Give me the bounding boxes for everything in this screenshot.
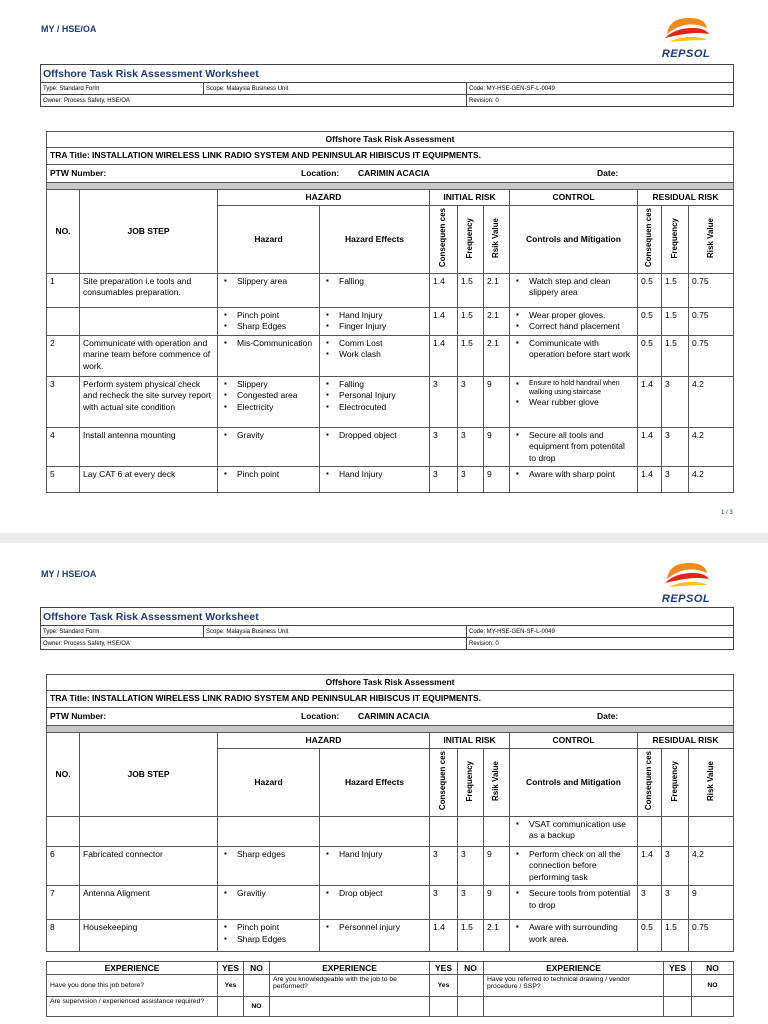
hazard-effects-list [320, 274, 430, 308]
row-number: 5 [47, 467, 80, 493]
hazard-list-item: ▪ Sharp edges [221, 849, 316, 860]
col-job-step: JOB STEP [80, 189, 218, 273]
question-technical-drawing: Have you referred to technical drawing / vendor procedure / SSP? [484, 975, 664, 997]
task-row [47, 274, 734, 308]
residual-risk-value [689, 817, 734, 847]
answer-technical-drawing-yes[interactable] [664, 975, 692, 997]
experience-table [46, 961, 734, 1017]
hazard-list [218, 336, 320, 377]
col-control-group: CONTROL [510, 189, 638, 205]
residual-frequency: 3 [662, 467, 689, 493]
initial-risk-value [484, 817, 510, 847]
residual-frequency [662, 817, 689, 847]
hazard-list [218, 847, 320, 886]
hazard-effects-list [320, 428, 430, 467]
answer-supervision-no[interactable]: NO [244, 997, 270, 1017]
initial-risk-value: 9 [484, 847, 510, 886]
initial-frequency: 1.5 [458, 336, 484, 377]
row-number: 8 [47, 920, 80, 952]
yes-header-1: YES [218, 962, 244, 975]
col-hazard-group: HAZARD [218, 189, 430, 205]
repsol-logo-text: REPSOL [661, 48, 711, 60]
row-number [47, 308, 80, 336]
initial-consequences: 3 [430, 467, 458, 493]
col-hazard: Hazard [218, 749, 320, 817]
ptw-label: PTW Number: [50, 710, 107, 721]
repsol-logo-icon [653, 14, 719, 46]
job-step: Lay CAT 6 at every deck [80, 467, 218, 493]
answer-done-before-no[interactable] [244, 975, 270, 997]
initial-risk-value: 2.1 [484, 308, 510, 336]
yes-header-2: YES [430, 962, 458, 975]
col-residual-risk-value: Risk Value [705, 760, 715, 801]
task-row [47, 467, 734, 493]
controls-list-item: ▪ Watch step and clean slippery area [513, 276, 634, 299]
residual-consequences: 1.4 [638, 847, 662, 886]
residual-risk-value: 0.75 [689, 920, 734, 952]
job-step [80, 817, 218, 847]
col-initial-frequency: Frequency [465, 760, 475, 802]
hazard-list-item: ▪ Slippery [221, 379, 316, 390]
initial-risk-value: 2.1 [484, 274, 510, 308]
tra-title: TRA Title: INSTALLATION WIRELESS LINK RADIO SYSTEM AND PENINSULAR HIBISCUS IT EQUIPMENTS. [47, 148, 734, 164]
initial-consequences: 3 [430, 886, 458, 920]
form-code: Code: MY-HSE-GEN-SF-L-0049 [467, 83, 734, 95]
ptw-row [47, 164, 734, 182]
answer-knowledgeable-yes[interactable]: Yes [430, 975, 458, 997]
residual-consequences: 1.4 [638, 467, 662, 493]
tra-table-page-2 [46, 674, 734, 952]
initial-frequency: 3 [458, 467, 484, 493]
controls-list [510, 274, 638, 308]
department-label: MY / HSE/OA [41, 569, 97, 579]
initial-frequency [458, 817, 484, 847]
col-hazard-effects: Hazard Effects [320, 206, 430, 274]
initial-risk-value: 9 [484, 467, 510, 493]
experience-header-3: EXPERIENCE [484, 962, 664, 975]
controls-list-item: ▪ Ensure to hold handrail when walking using staircase [513, 379, 634, 397]
hazard-effects-list-item: ▪ Personnel injury [323, 922, 426, 933]
row-number: 4 [47, 428, 80, 467]
controls-list [510, 467, 638, 493]
hazard-list [218, 467, 320, 493]
question-knowledgeable: Are you knowledgeable with the job to be performed? [270, 975, 430, 997]
residual-consequences: 0.5 [638, 336, 662, 377]
job-step: Site preparation i.e tools and consumables preparation. [80, 274, 218, 308]
task-row [47, 377, 734, 428]
initial-frequency: 1.5 [458, 920, 484, 952]
empty-cell [458, 997, 484, 1017]
form-title: Offshore Task Risk Assessment Worksheet [41, 608, 734, 626]
task-row [47, 428, 734, 467]
col-initial-consequences: Consequen ces [438, 208, 448, 268]
row-number: 3 [47, 377, 80, 428]
initial-frequency: 3 [458, 886, 484, 920]
controls-list [510, 847, 638, 886]
residual-frequency: 3 [662, 847, 689, 886]
empty-cell [692, 997, 734, 1017]
hazard-effects-list-item: ▪ Hand Injury [323, 310, 426, 321]
form-revision: Revision: 0 [467, 95, 734, 107]
hazard-list [218, 377, 320, 428]
hazard-effects-list [320, 920, 430, 952]
job-step: Perform system physical check and recheck the site survey report with actual site condition [80, 377, 218, 428]
initial-consequences: 3 [430, 377, 458, 428]
gray-divider [47, 725, 734, 732]
row-number: 6 [47, 847, 80, 886]
hazard-list [218, 817, 320, 847]
hazard-effects-list-item: ▪ Personal Injury [323, 390, 426, 401]
controls-list-item: ▪ Aware with surrounding work area. [513, 922, 634, 945]
col-residual-risk: RESIDUAL RISK [638, 732, 734, 748]
form-owner: Owner: Process Safety, HSE/OA [41, 95, 467, 107]
hazard-effects-list [320, 377, 430, 428]
question-supervision: Are supervision / experienced assistance required? [47, 997, 218, 1017]
empty-cell [270, 997, 430, 1017]
residual-risk-value: 4.2 [689, 847, 734, 886]
empty-cell [664, 997, 692, 1017]
form-title: Offshore Task Risk Assessment Worksheet [41, 65, 734, 83]
hazard-effects-list [320, 886, 430, 920]
col-hazard: Hazard [218, 206, 320, 274]
hazard-effects-list-item: ▪ Electrocuted [323, 402, 426, 413]
hazard-list [218, 920, 320, 952]
form-type: Type: Standard Form [41, 83, 204, 95]
hazard-effects-list-item: ▪ Hand Injury [323, 469, 426, 480]
initial-consequences: 3 [430, 428, 458, 467]
col-residual-consequences: Consequen ces [644, 208, 654, 268]
col-initial-frequency: Frequency [465, 217, 475, 259]
residual-consequences: 0.5 [638, 274, 662, 308]
task-row [47, 336, 734, 377]
controls-list-item: ▪ Correct hand placement [513, 321, 634, 332]
hazard-effects-list-item: ▪ Work clash [323, 349, 426, 360]
controls-list-item: ▪ Communicate with operation before start work [513, 338, 634, 361]
ptw-label: PTW Number: [50, 167, 107, 178]
hazard-effects-list-item: ▪ Drop object [323, 888, 426, 899]
job-step: Antenna Aligment [80, 886, 218, 920]
col-residual-risk-value: Risk Value [705, 217, 715, 258]
initial-frequency: 3 [458, 377, 484, 428]
initial-risk-value: 9 [484, 377, 510, 428]
repsol-logo-icon [653, 559, 719, 591]
residual-consequences: 1.4 [638, 428, 662, 467]
residual-consequences: 0.5 [638, 920, 662, 952]
job-step [80, 308, 218, 336]
experience-header-2: EXPERIENCE [270, 962, 430, 975]
no-header-3: NO [692, 962, 734, 975]
task-row [47, 308, 734, 336]
col-hazard-group: HAZARD [218, 732, 430, 748]
residual-frequency: 3 [662, 428, 689, 467]
col-initial-risk: INITIAL RISK [430, 189, 510, 205]
residual-consequences: 1.4 [638, 377, 662, 428]
col-residual-risk: RESIDUAL RISK [638, 189, 734, 205]
col-initial-risk: INITIAL RISK [430, 732, 510, 748]
tra-heading: Offshore Task Risk Assessment [47, 132, 734, 148]
residual-frequency: 1.5 [662, 920, 689, 952]
col-control-group: CONTROL [510, 732, 638, 748]
answer-supervision-yes[interactable] [218, 997, 244, 1017]
form-scope: Scope: Malaysia Business Unit [204, 626, 467, 638]
controls-list-item: ▪ Aware with sharp point [513, 469, 634, 480]
page-number: 1 / 3 [721, 510, 733, 516]
initial-consequences: 3 [430, 847, 458, 886]
controls-list [510, 886, 638, 920]
form-revision: Revision: 0 [467, 638, 734, 650]
row-number [47, 817, 80, 847]
col-residual-frequency: Frequency [669, 760, 679, 802]
location-value: CARIMIN ACACIA [358, 710, 430, 721]
hazard-list-item: ▪ Sharp Edges [221, 934, 316, 945]
col-initial-risk-value: Rsik Value [491, 760, 501, 801]
repsol-logo [646, 14, 726, 60]
hazard-effects-list [320, 336, 430, 377]
experience-header-1: EXPERIENCE [47, 962, 218, 975]
hazard-list [218, 308, 320, 336]
job-step: Communicate with operation and marine team before commence of work. [80, 336, 218, 377]
row-number: 1 [47, 274, 80, 308]
residual-frequency: 1.5 [662, 274, 689, 308]
hazard-effects-list [320, 847, 430, 886]
form-header-table [40, 607, 734, 650]
residual-risk-value: 0.75 [689, 308, 734, 336]
residual-risk-value: 4.2 [689, 467, 734, 493]
residual-frequency: 3 [662, 377, 689, 428]
col-residual-consequences: Consequen ces [644, 751, 654, 811]
controls-list-item: ▪ Secure all tools and equipment from potentital to drop [513, 430, 634, 464]
controls-list [510, 377, 638, 428]
controls-list-item: ▪ Perform check on all the connection before performing task [513, 849, 634, 883]
tra-heading: Offshore Task Risk Assessment [47, 675, 734, 691]
department-label: MY / HSE/OA [41, 24, 97, 34]
col-no: NO. [47, 189, 80, 273]
initial-risk-value: 9 [484, 428, 510, 467]
ptw-row [47, 707, 734, 725]
initial-frequency: 3 [458, 847, 484, 886]
question-done-before: Have you done this job before? [47, 975, 218, 997]
form-owner: Owner: Process Safety, HSE/OA [41, 638, 467, 650]
hazard-effects-list-item: ▪ Hand Injury [323, 849, 426, 860]
form-code: Code: MY-HSE-GEN-SF-L-0049 [467, 626, 734, 638]
controls-list-item: ▪ Secure tools from potential to drop [513, 888, 634, 911]
repsol-logo [646, 559, 726, 605]
hazard-list-item: ▪ Pinch point [221, 922, 316, 933]
col-controls: Controls and Mitigation [510, 749, 638, 817]
hazard-effects-list-item: ▪ Falling [323, 379, 426, 390]
date-label: Date: [597, 167, 619, 178]
hazard-list-item: ▪ Pinch point [221, 310, 316, 321]
no-header-1: NO [244, 962, 270, 975]
empty-cell [430, 997, 458, 1017]
hazard-list-item: ▪ Gravitiy [221, 888, 316, 899]
col-residual-frequency: Frequency [669, 217, 679, 259]
hazard-list-item: ▪ Gravity [221, 430, 316, 441]
controls-list-item: ▪ Wear proper gloves. [513, 310, 634, 321]
hazard-list-item: ▪ Pinch point [221, 469, 316, 480]
task-row [47, 817, 734, 847]
answer-technical-drawing-no[interactable]: NO [692, 975, 734, 997]
controls-list-item: ▪ VSAT communication use as a backup [513, 819, 634, 842]
initial-frequency: 1.5 [458, 308, 484, 336]
hazard-effects-list-item: ▪ Finger Injury [323, 321, 426, 332]
initial-consequences: 1.4 [430, 920, 458, 952]
hazard-effects-list [320, 467, 430, 493]
answer-done-before-yes[interactable]: Yes [218, 975, 244, 997]
initial-frequency: 1.5 [458, 274, 484, 308]
residual-risk-value: 0.75 [689, 274, 734, 308]
hazard-list-item: ▪ Sharp Edges [221, 321, 316, 332]
job-step: Fabricated connector [80, 847, 218, 886]
hazard-list [218, 274, 320, 308]
location-value: CARIMIN ACACIA [358, 167, 430, 178]
residual-risk-value: 0.75 [689, 336, 734, 377]
controls-list [510, 336, 638, 377]
hazard-effects-list-item: ▪ Falling [323, 276, 426, 287]
controls-list [510, 428, 638, 467]
gray-divider [47, 182, 734, 189]
initial-consequences: 1.4 [430, 274, 458, 308]
hazard-effects-list-item: ▪ Dropped object [323, 430, 426, 441]
col-job-step: JOB STEP [80, 732, 218, 816]
controls-list [510, 920, 638, 952]
controls-list [510, 308, 638, 336]
form-header-table [40, 64, 734, 107]
initial-consequences [430, 817, 458, 847]
col-controls: Controls and Mitigation [510, 206, 638, 274]
residual-risk-value: 4.2 [689, 377, 734, 428]
hazard-list-item: ▪ Congested area [221, 390, 316, 401]
page-2 [0, 545, 768, 1024]
residual-frequency: 1.5 [662, 336, 689, 377]
answer-knowledgeable-no[interactable] [458, 975, 484, 997]
location-label: Location: [301, 167, 340, 178]
col-initial-consequences: Consequen ces [438, 751, 448, 811]
hazard-list [218, 886, 320, 920]
initial-risk-value: 2.1 [484, 336, 510, 377]
row-number: 2 [47, 336, 80, 377]
initial-consequences: 1.4 [430, 308, 458, 336]
row-number: 7 [47, 886, 80, 920]
residual-consequences [638, 817, 662, 847]
hazard-list-item: ▪ Slippery area [221, 276, 316, 287]
repsol-logo-text: REPSOL [661, 593, 711, 605]
task-row [47, 886, 734, 920]
residual-consequences: 0.5 [638, 308, 662, 336]
hazard-effects-list-item: ▪ Comm Lost [323, 338, 426, 349]
initial-risk-value: 9 [484, 886, 510, 920]
job-step: Housekeeping [80, 920, 218, 952]
residual-frequency: 3 [662, 886, 689, 920]
col-hazard-effects: Hazard Effects [320, 749, 430, 817]
hazard-effects-list [320, 308, 430, 336]
location-label: Location: [301, 710, 340, 721]
residual-frequency: 1.5 [662, 308, 689, 336]
hazard-list-item: ▪ Electricity [221, 402, 316, 413]
task-row [47, 847, 734, 886]
form-type: Type: Standard Form [41, 626, 204, 638]
hazard-list-item: ▪ Mis-Communication [221, 338, 316, 349]
hazard-effects-list [320, 817, 430, 847]
initial-frequency: 3 [458, 428, 484, 467]
yes-header-3: YES [664, 962, 692, 975]
task-row [47, 920, 734, 952]
no-header-2: NO [458, 962, 484, 975]
residual-risk-value: 4.2 [689, 428, 734, 467]
form-scope: Scope: Malaysia Business Unit [204, 83, 467, 95]
initial-risk-value: 2.1 [484, 920, 510, 952]
controls-list-item: ▪ Wear rubber glove [513, 397, 634, 408]
hazard-list [218, 428, 320, 467]
empty-cell [484, 997, 664, 1017]
initial-consequences: 1.4 [430, 336, 458, 377]
controls-list [510, 817, 638, 847]
job-step: Install antenna mounting [80, 428, 218, 467]
col-no: NO. [47, 732, 80, 816]
col-initial-risk-value: Rsik Value [491, 217, 501, 258]
tra-title: TRA Title: INSTALLATION WIRELESS LINK RADIO SYSTEM AND PENINSULAR HIBISCUS IT EQUIPMENTS. [47, 691, 734, 707]
residual-consequences: 3 [638, 886, 662, 920]
page-separator [0, 533, 768, 543]
tra-table-page-1 [46, 131, 734, 493]
residual-risk-value: 9 [689, 886, 734, 920]
date-label: Date: [597, 710, 619, 721]
